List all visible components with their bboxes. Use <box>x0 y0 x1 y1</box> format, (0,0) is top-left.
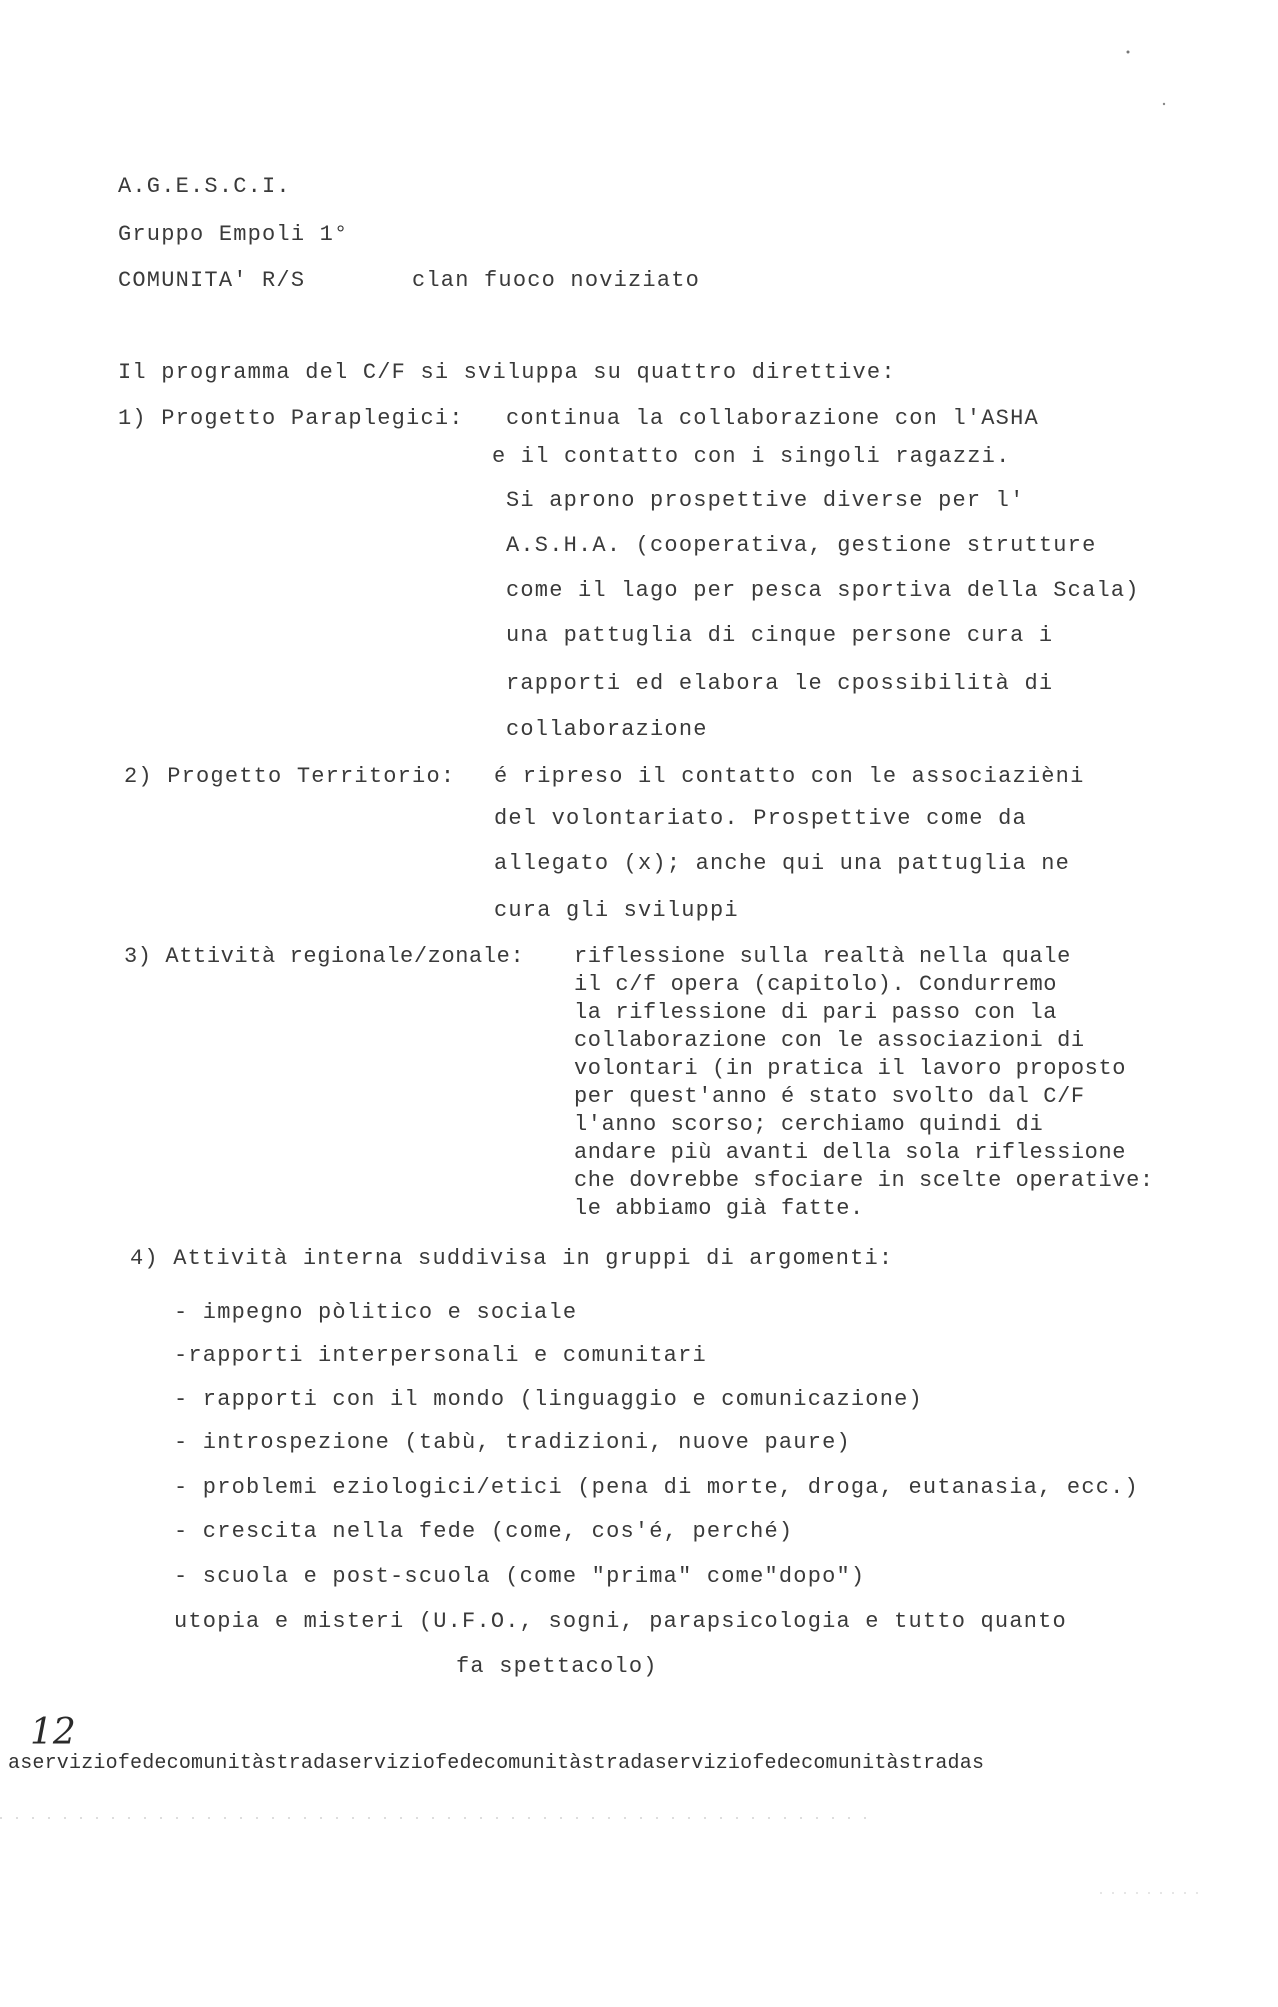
section-3-line: per quest'anno é stato svolto dal C/F <box>574 1084 1085 1109</box>
section-3-label: 3) Attività regionale/zonale: <box>124 944 525 969</box>
section-3-line: il c/f opera (capitolo). Condurremo <box>574 972 1058 997</box>
section-4-label: 4) Attività interna suddivisa in gruppi di argomenti: <box>130 1246 894 1271</box>
org-name: A.G.E.S.C.I. <box>118 174 291 199</box>
section-1-line: collaborazione <box>506 717 708 742</box>
section-2-line: allegato (x); anche qui una pattuglia ne <box>494 851 1071 876</box>
intro-text: Il programma del C/F si sviluppa su quattro direttive: <box>118 360 896 385</box>
community-name: COMUNITA' R/S <box>118 268 306 293</box>
section-4-item: utopia e misteri (U.F.O., sogni, parapsicologia e tutto quanto <box>174 1609 1067 1634</box>
section-2-line: é ripreso il contatto con le associazièni <box>494 764 1085 789</box>
footer-motto: aserviziofedecomunitàstradaserviziofedecomunitàstradaserviziofedecomunitàstradas <box>8 1752 985 1775</box>
section-2-label: 2) Progetto Territorio: <box>124 764 456 789</box>
section-4-item: - scuola e post-scuola (come "prima" come"dopo") <box>174 1564 866 1589</box>
section-3-line: volontari (in pratica il lavoro proposto <box>574 1056 1127 1081</box>
section-4-item: - problemi eziologici/etici (pena di morte, droga, eutanasia, ecc.) <box>174 1475 1139 1500</box>
section-3-line: collaborazione con le associazioni di <box>574 1028 1085 1053</box>
section-1-line: A.S.H.A. (cooperativa, gestione strutture <box>506 533 1097 558</box>
section-3-line: riflessione sulla realtà nella quale <box>574 944 1071 969</box>
section-4-item: fa spettacolo) <box>456 1654 658 1679</box>
section-4-item: -rapporti interpersonali e comunitari <box>174 1343 707 1368</box>
section-3-line: andare più avanti della sola riflessione <box>574 1140 1127 1165</box>
section-1-line: una pattuglia di cinque persone cura i <box>506 623 1054 648</box>
section-2-line: cura gli sviluppi <box>494 898 739 923</box>
section-1-line: e il contatto con i singoli ragazzi. <box>492 444 1011 469</box>
section-4-item: - crescita nella fede (come, cos'é, perché) <box>174 1519 794 1544</box>
section-1-line: Si aprono prospettive diverse per l' <box>506 488 1025 513</box>
section-4-item: - introspezione (tabù, tradizioni, nuove paure) <box>174 1430 851 1455</box>
section-3-line: l'anno scorso; cerchiamo quindi di <box>574 1112 1044 1137</box>
section-3-line: la riflessione di pari passo con la <box>574 1000 1058 1025</box>
section-1-line: continua la collaborazione con l'ASHA <box>506 406 1039 431</box>
section-4-item: - impegno pòlitico e sociale <box>174 1300 578 1325</box>
section-4-item: - rapporti con il mondo (linguaggio e comunicazione) <box>174 1387 923 1412</box>
group-name: Gruppo Empoli 1° <box>118 222 349 247</box>
section-3-line: che dovrebbe sfociare in scelte operative: <box>574 1168 1154 1193</box>
community-branches: clan fuoco noviziato <box>412 268 701 293</box>
section-2-line: del volontariato. Prospettive come da <box>494 806 1027 831</box>
section-1-line: come il lago per pesca sportiva della Scala) <box>506 578 1140 603</box>
section-1-label: 1) Progetto Paraplegici: <box>118 406 464 431</box>
section-3-line: le abbiamo già fatte. <box>574 1196 864 1221</box>
section-1-line: rapporti ed elabora le cpossibilità di <box>506 671 1054 696</box>
page-number: 12 <box>30 1712 76 1753</box>
